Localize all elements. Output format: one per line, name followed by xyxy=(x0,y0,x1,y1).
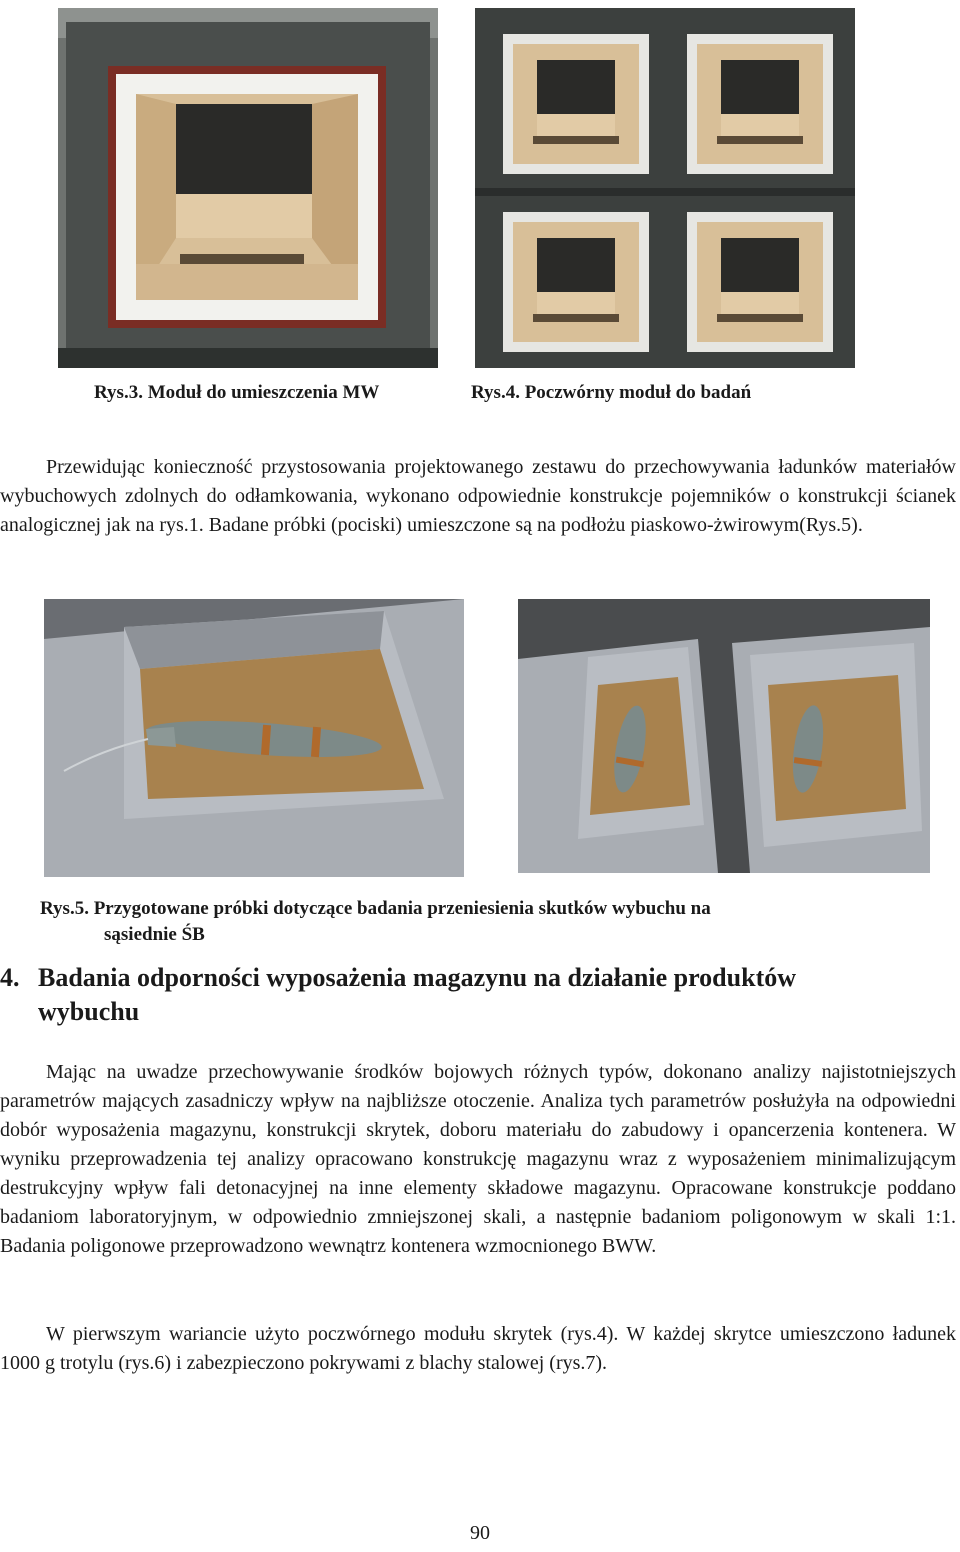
fig5-right-photo xyxy=(518,599,930,873)
paragraph-analysis: Mając na uwadze przechowywanie środków bojowych różnych typów, dokonano analizy najistotniejszych parametrów mających zasadniczy wpływ na najbliższe otoczenie. Analiza tych parametrów posłużyła na odpowiedni dobór wyposażenia magazynu, konstrukcji skrytek, doboru materiału do zabudowy i opancerzenia kontenera. W wyniku przeprowadzenia tej analizy opracowano konstrukcję magazynu wraz z wyposażeniem minimalizującym destrukcyjny wpływ fali detonacyjnej na inne elementy składowe magazynu. Opracowane konstrukcje poddano badaniom laboratoryjnym, w odpowiednio zmniejszonej skali, a następnie badaniom poligonowym w skali 1:1. Badania poligonowe przeprowadzono wewnątrz kontenera wzmocnionego BWW. xyxy=(0,1061,956,1257)
paragraph-variant: W pierwszym wariancie użyto poczwórnego modułu skrytek (rys.4). W każdej skrytce umieszczono ładunek 1000 g trotylu (rys.6) i zabezpieczono pokrywami z blachy stalowej (rys.7). xyxy=(0,1323,956,1374)
fig5-caption-line1: Rys.5. Przygotowane próbki dotyczące badania przeniesienia skutków wybuchu na xyxy=(40,898,711,919)
fig3-caption: Rys.3. Moduł do umieszczenia MW xyxy=(94,382,380,403)
fig4-caption: Rys.4. Poczwórny moduł do badań xyxy=(471,382,752,403)
fig4-photo xyxy=(475,8,855,368)
fig5-left-photo xyxy=(44,599,464,877)
fig3-photo xyxy=(58,8,438,368)
fig5-caption-line2: sąsiednie ŚB xyxy=(104,924,205,945)
section-heading xyxy=(0,961,956,1029)
page-number: 90 xyxy=(470,1522,490,1544)
paragraph-containers: Przewidując konieczność przystosowania projektowanego zestawu do przechowywania ładunków materiałów wybuchowych zdolnych do odłamkowania, wykonano odpowiednie konstrukcje pojemników o konstrukcji ścianek analogicznej jak na rys.1. Badane próbki (pociski) umieszczone są na podłożu piaskowo-żwirowym(Rys.5). xyxy=(0,456,956,536)
section-title-line1: Badania odporności wyposażenia magazynu na działanie produktów xyxy=(38,963,796,992)
section-number: 4. xyxy=(0,963,20,992)
section-title-line2: wybuchu xyxy=(38,997,140,1026)
